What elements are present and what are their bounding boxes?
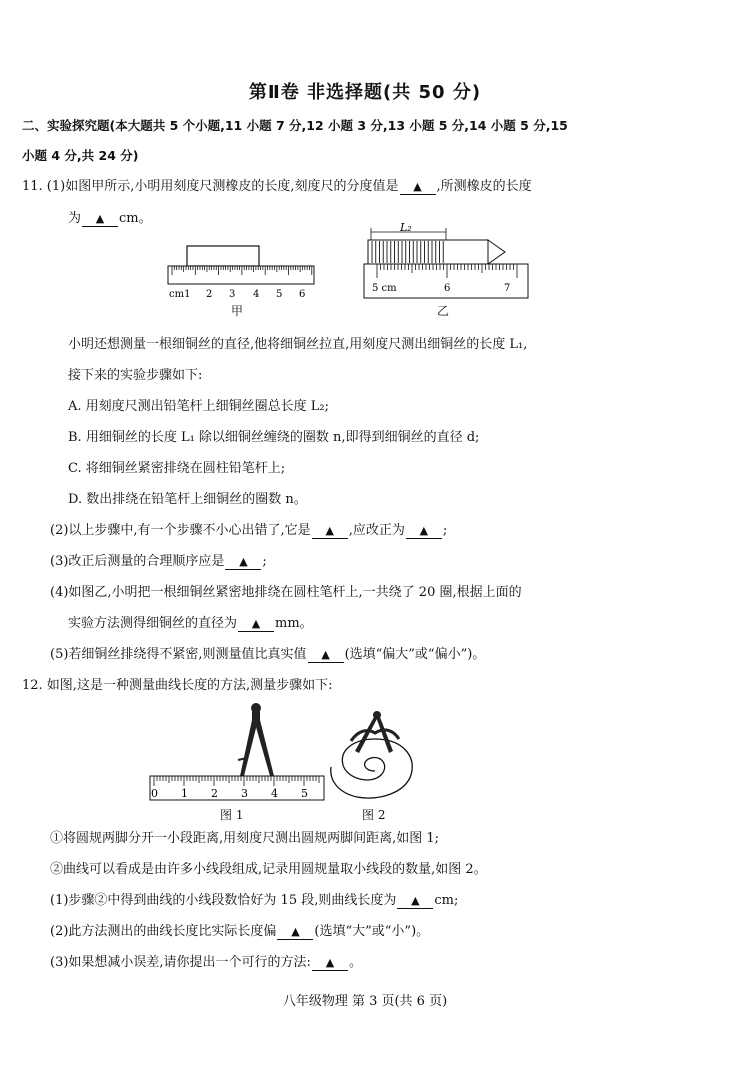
l2-label: L₂ [400, 221, 412, 234]
answer-blank: ▲ [312, 956, 348, 971]
figure-caption-2: 图 2 [362, 808, 386, 822]
q12-part3 [50, 953, 362, 973]
answer-blank: ▲ [397, 894, 433, 909]
q12-part2 [50, 922, 429, 942]
q11-part2-text: (2)以上步骤中,有一个步骤不小心出错了,它是 [50, 523, 311, 538]
q12-part2-text: (2)此方法测出的曲线长度比实际长度偏 [50, 924, 277, 939]
ruler-label-7: 7 [504, 283, 511, 294]
q12-step2: ②曲线可以看成是由许多小线段组成,记录用圆规量取小线段的数量,如图 2。 [50, 862, 487, 877]
q12-part2-end: (选填“大”或“小”)。 [314, 924, 430, 939]
section-heading-cont: 小题 4 分,共 24 分) [22, 148, 139, 163]
ruler-label-2: 2 [211, 787, 218, 800]
q11-part1-cont [68, 209, 152, 229]
ruler-eraser-figure [166, 240, 316, 302]
ruler-label-3: 3 [229, 289, 236, 300]
q11-part3 [50, 552, 267, 572]
q11-part2 [50, 521, 447, 541]
answer-blank: ▲ [82, 212, 118, 227]
ruler-jia [168, 266, 314, 284]
step-a: A. 用刻度尺测出铅笔杆上细铜丝圈总长度 L₂; [68, 399, 330, 414]
answer-blank: ▲ [225, 555, 261, 570]
ruler-label-cm1: cm1 [169, 289, 191, 300]
answer-blank: ▲ [277, 925, 313, 940]
q12-part3-end: 。 [348, 955, 362, 970]
figure-caption-yi: 乙 [437, 304, 450, 318]
q11-part2-end: ; [442, 523, 448, 538]
q11-part1-text3: 为 [68, 211, 82, 226]
q11-part4-text: 实验方法测得细铜丝的直径为 [68, 616, 238, 631]
answer-blank: ▲ [406, 524, 442, 539]
page-footer: 八年级物理 第 3 页(共 6 页) [282, 994, 448, 1009]
q11-part3-text: (3)改正后测量的合理顺序应是 [50, 554, 225, 569]
ruler-label-4: 4 [253, 289, 260, 300]
ruler-label-5cm: 5 cm [372, 283, 397, 294]
ruler-label-5: 5 [276, 289, 283, 300]
q11-part1-text: 11. (1)如图甲所示,小明用刻度尺测橡皮的长度,刻度尺的分度值是 [22, 179, 399, 194]
ruler-label-0: 0 [151, 787, 158, 800]
ruler-label-6: 6 [444, 283, 451, 294]
answer-blank: ▲ [400, 180, 436, 195]
q11-intro-2: 接下来的实验步骤如下: [68, 368, 203, 383]
compass-curve-figure [325, 705, 425, 805]
figure-caption-jia: 甲 [231, 304, 244, 318]
q12-part1 [50, 891, 458, 911]
answer-blank: ▲ [238, 617, 274, 632]
q11-part1 [22, 177, 532, 197]
q12-intro: 12. 如图,这是一种测量曲线长度的方法,测量步骤如下: [22, 678, 333, 693]
ruler-label-3: 3 [241, 787, 248, 800]
spiral-curve [331, 739, 413, 798]
eraser [187, 246, 259, 266]
q11-part3-end: ; [262, 554, 267, 569]
compass2-leg-right [376, 717, 393, 753]
section-heading: 二、实验探究题(本大题共 5 个小题,11 小题 7 分,12 小题 3 分,13 小题 5 分,14 小题 5 分,15 [22, 118, 568, 133]
q11-intro-1: 小明还想测量一根细铜丝的直径,他将细铜丝拉直,用刻度尺测出细铜丝的长度 L₁, [68, 337, 528, 352]
ruler-label-6: 6 [299, 289, 306, 300]
q12-part1-text: (1)步骤②中得到曲线的小线段数恰好为 15 段,则曲线长度为 [50, 893, 397, 908]
q11-part4: (4)如图乙,小明把一根细铜丝紧密地排绕在圆柱笔杆上,一共绕了 20 圈,根据上面的 [50, 585, 522, 600]
compass-leg-left [240, 720, 258, 776]
q11-part5-end: (选填“偏大”或“偏小”)。 [344, 647, 486, 662]
q11-part1-unit: cm。 [119, 211, 152, 226]
pencil-tip [488, 240, 505, 264]
figure-caption-1: 图 1 [220, 808, 244, 822]
q11-part2-text2: ,应改正为 [348, 523, 405, 538]
q12-part3-text: (3)如果想减小误差,请你提出一个可行的方法: [50, 955, 311, 970]
q12-step1: ①将圆规两脚分开一小段距离,用刻度尺测出圆规两脚间距离,如图 1; [50, 831, 440, 846]
ruler-label-4: 4 [271, 787, 278, 800]
compass-ruler-figure [148, 700, 328, 802]
ruler-label-2: 2 [206, 289, 213, 300]
answer-blank: ▲ [308, 648, 344, 663]
coil-pencil-figure [360, 218, 530, 300]
page-title: 第Ⅱ卷 非选择题(共 50 分) [248, 82, 482, 103]
compass-leg-right [254, 720, 274, 776]
answer-blank: ▲ [312, 524, 348, 539]
q11-part1-text2: ,所测橡皮的长度 [436, 179, 532, 194]
ruler-label-1: 1 [181, 787, 188, 800]
ruler-label-5: 5 [301, 787, 308, 800]
step-b: B. 用细铜丝的长度 L₁ 除以细铜丝缠绕的圈数 n,即得到细铜丝的直径 d; [68, 430, 480, 445]
q11-part4-cont [68, 614, 313, 634]
step-c: C. 将细铜丝紧密排绕在圆柱铅笔杆上; [68, 461, 286, 476]
q12-part1-unit: cm; [434, 893, 459, 908]
q11-part4-unit: mm。 [275, 616, 313, 631]
q11-part5 [50, 645, 485, 665]
q11-part5-text: (5)若细铜丝排绕得不紧密,则测量值比真实值 [50, 647, 307, 662]
step-d: D. 数出排绕在铅笔杆上细铜丝的圈数 n。 [68, 492, 307, 507]
